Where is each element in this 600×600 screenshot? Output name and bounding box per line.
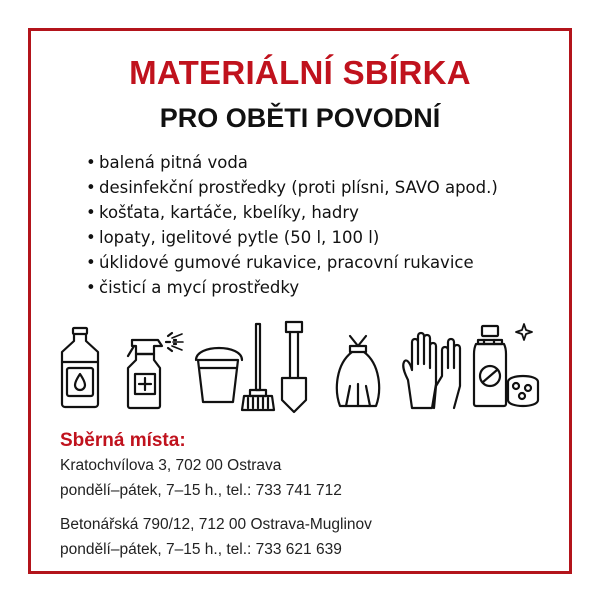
bullet-icon: • bbox=[86, 178, 96, 197]
collection-heading: Sběrná místa: bbox=[60, 430, 186, 451]
rubber-gloves-icon bbox=[398, 328, 466, 412]
item-text: košťata, kartáče, kbelíky, hadry bbox=[99, 203, 359, 222]
item-text: desinfekční prostředky (proti plísni, SAVO apod.) bbox=[99, 178, 498, 197]
shovel-icon bbox=[276, 318, 312, 414]
bullet-icon: • bbox=[86, 203, 96, 222]
bucket-broom-icon bbox=[192, 320, 284, 412]
location-hours: pondělí–pátek, 7–15 h., tel.: 733 621 639 bbox=[60, 541, 342, 558]
bullet-icon: • bbox=[86, 228, 96, 247]
item-text: úklidové gumové rukavice, pracovní rukavice bbox=[99, 253, 474, 272]
location-address: Betonářská 790/12, 712 00 Ostrava-Muglinov bbox=[60, 516, 372, 533]
item-list bbox=[86, 150, 498, 300]
bullet-icon: • bbox=[86, 253, 96, 272]
list-item bbox=[86, 275, 498, 300]
garbage-bag-icon bbox=[330, 330, 386, 410]
icon-row bbox=[0, 318, 600, 418]
location-address: Kratochvílova 3, 702 00 Ostrava bbox=[60, 457, 282, 474]
bullet-icon: • bbox=[86, 153, 96, 172]
poster-subtitle: PRO OBĚTI POVODNÍ bbox=[159, 103, 441, 133]
list-item bbox=[86, 225, 498, 250]
list-item bbox=[86, 250, 498, 275]
item-text: čisticí a mycí prostředky bbox=[99, 278, 300, 297]
item-text: lopaty, igelitové pytle (50 l, 100 l) bbox=[99, 228, 380, 247]
item-text: balená pitná voda bbox=[99, 153, 248, 172]
list-item bbox=[86, 150, 498, 175]
list-item bbox=[86, 200, 498, 225]
cleaning-products-icon bbox=[468, 320, 548, 412]
location-hours: pondělí–pátek, 7–15 h., tel.: 733 741 712 bbox=[60, 482, 342, 499]
list-item bbox=[86, 175, 498, 200]
bullet-icon: • bbox=[86, 278, 96, 297]
poster-title: MATERIÁLNÍ SBÍRKA bbox=[129, 54, 471, 91]
spray-bottle-icon bbox=[120, 326, 186, 410]
water-bottle-icon bbox=[52, 326, 108, 410]
